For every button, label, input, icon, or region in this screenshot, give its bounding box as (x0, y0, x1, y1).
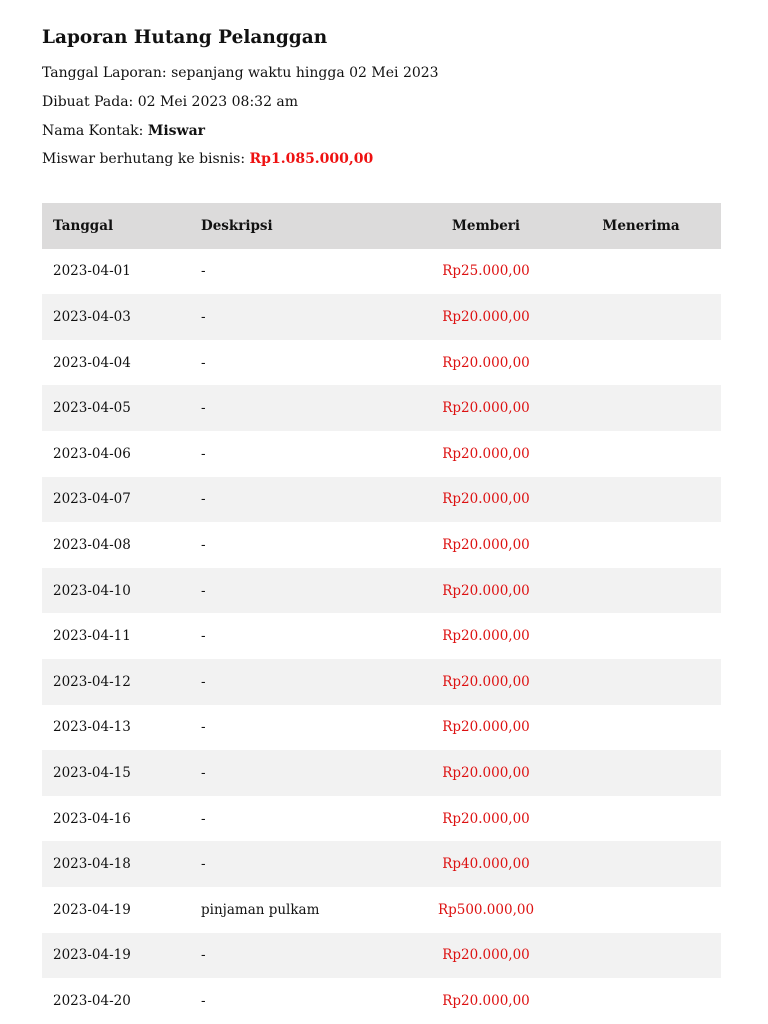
cell-date: 2023-04-08 (53, 536, 131, 553)
transaction-table (42, 203, 721, 1024)
cell-receive-amount (561, 796, 721, 842)
cell-give-amount: Rp500.000,00 (437, 901, 535, 918)
table-row (42, 249, 721, 295)
cell-date: 2023-04-06 (53, 445, 131, 462)
report-period-value: sepanjang waktu hingga 02 Mei 2023 (171, 65, 439, 81)
contact-name-line (42, 121, 205, 141)
cell-description: - (201, 445, 206, 462)
table-row (42, 613, 721, 659)
cell-give-amount: Rp20.000,00 (411, 477, 561, 523)
debt-label: Miswar berhutang ke bisnis: (42, 151, 246, 167)
column-header-description: Deskripsi (201, 203, 411, 249)
cell-give-amount: Rp20.000,00 (442, 354, 530, 371)
cell-date: 2023-04-20 (53, 992, 131, 1009)
cell-give-amount: Rp20.000,00 (442, 719, 530, 736)
cell-date: 2023-04-10 (42, 568, 201, 614)
cell-receive-amount (561, 887, 721, 933)
cell-receive-amount (561, 340, 721, 386)
contact-label: Nama Kontak: (42, 123, 144, 139)
table-row (42, 933, 721, 979)
debt-total-amount: Rp1.085.000,00 (249, 151, 374, 167)
column-header-give: Memberi (411, 203, 561, 249)
table-row (42, 978, 721, 1024)
debt-summary-line (42, 149, 373, 169)
table-row (42, 705, 721, 751)
created-value: 02 Mei 2023 08:32 am (137, 94, 299, 110)
cell-description: pinjaman pulkam (201, 901, 320, 918)
cell-date: 2023-04-01 (53, 263, 131, 280)
table-row (42, 887, 721, 933)
cell-description: - (201, 810, 206, 827)
cell-give-amount: Rp25.000,00 (442, 263, 530, 280)
cell-receive-amount (561, 933, 721, 979)
cell-give-amount: Rp20.000,00 (411, 933, 561, 979)
cell-description: - (201, 750, 411, 796)
cell-give-amount: Rp20.000,00 (411, 750, 561, 796)
cell-receive-amount (561, 841, 721, 887)
table-row (42, 659, 721, 705)
cell-date: 2023-04-19 (42, 933, 201, 979)
table-row (42, 841, 721, 887)
cell-give-amount: Rp20.000,00 (442, 992, 530, 1009)
created-label: Dibuat Pada: (42, 94, 134, 110)
cell-receive-amount (561, 613, 721, 659)
cell-give-amount: Rp20.000,00 (411, 659, 561, 705)
cell-date: 2023-04-19 (53, 901, 131, 918)
table-row (42, 431, 721, 477)
cell-date: 2023-04-04 (53, 354, 131, 371)
cell-description: - (201, 659, 411, 705)
table-header (42, 203, 721, 249)
cell-receive-amount (561, 522, 721, 568)
cell-receive-amount (561, 978, 721, 1024)
cell-receive-amount (561, 750, 721, 796)
cell-receive-amount (561, 705, 721, 751)
cell-description: - (201, 719, 206, 736)
cell-give-amount: Rp20.000,00 (442, 445, 530, 462)
cell-give-amount: Rp20.000,00 (442, 536, 530, 553)
cell-date: 2023-04-03 (42, 294, 201, 340)
table-row (42, 568, 721, 614)
cell-receive-amount (561, 431, 721, 477)
report-title: Laporan Hutang Pelanggan (42, 27, 328, 48)
cell-receive-amount (561, 568, 721, 614)
cell-description: - (201, 841, 411, 887)
cell-description: - (201, 263, 206, 280)
table-row (42, 750, 721, 796)
cell-description: - (201, 568, 411, 614)
table-header-row (42, 203, 721, 249)
table-row (42, 796, 721, 842)
cell-receive-amount (561, 477, 721, 523)
cell-date: 2023-04-12 (42, 659, 201, 705)
cell-give-amount: Rp40.000,00 (411, 841, 561, 887)
cell-date: 2023-04-11 (53, 628, 131, 645)
cell-description: - (201, 385, 411, 431)
cell-date: 2023-04-15 (42, 750, 201, 796)
column-header-date: Tanggal (42, 203, 201, 249)
report-period-label: Tanggal Laporan: (42, 65, 167, 81)
cell-receive-amount (561, 659, 721, 705)
cell-date: 2023-04-16 (53, 810, 131, 827)
contact-name: Miswar (147, 123, 206, 139)
cell-description: - (201, 354, 206, 371)
table-row (42, 294, 721, 340)
cell-receive-amount (561, 294, 721, 340)
report-period (42, 63, 439, 83)
cell-description: - (201, 294, 411, 340)
cell-description: - (201, 536, 206, 553)
table-row (42, 340, 721, 386)
cell-give-amount: Rp20.000,00 (411, 385, 561, 431)
cell-receive-amount (561, 249, 721, 295)
cell-give-amount: Rp20.000,00 (442, 628, 530, 645)
table-row (42, 477, 721, 523)
cell-description: - (201, 992, 206, 1009)
cell-give-amount: Rp20.000,00 (411, 568, 561, 614)
table-row (42, 385, 721, 431)
cell-description: - (201, 933, 411, 979)
cell-date: 2023-04-05 (42, 385, 201, 431)
cell-date: 2023-04-07 (42, 477, 201, 523)
cell-date: 2023-04-13 (53, 719, 131, 736)
cell-give-amount: Rp20.000,00 (442, 810, 530, 827)
report-created-at (42, 92, 298, 112)
cell-description: - (201, 477, 411, 523)
cell-date: 2023-04-18 (42, 841, 201, 887)
table-row (42, 522, 721, 568)
cell-receive-amount (561, 385, 721, 431)
cell-description: - (201, 628, 206, 645)
column-header-receive: Menerima (561, 203, 721, 249)
cell-give-amount: Rp20.000,00 (411, 294, 561, 340)
table-body (42, 249, 721, 1024)
